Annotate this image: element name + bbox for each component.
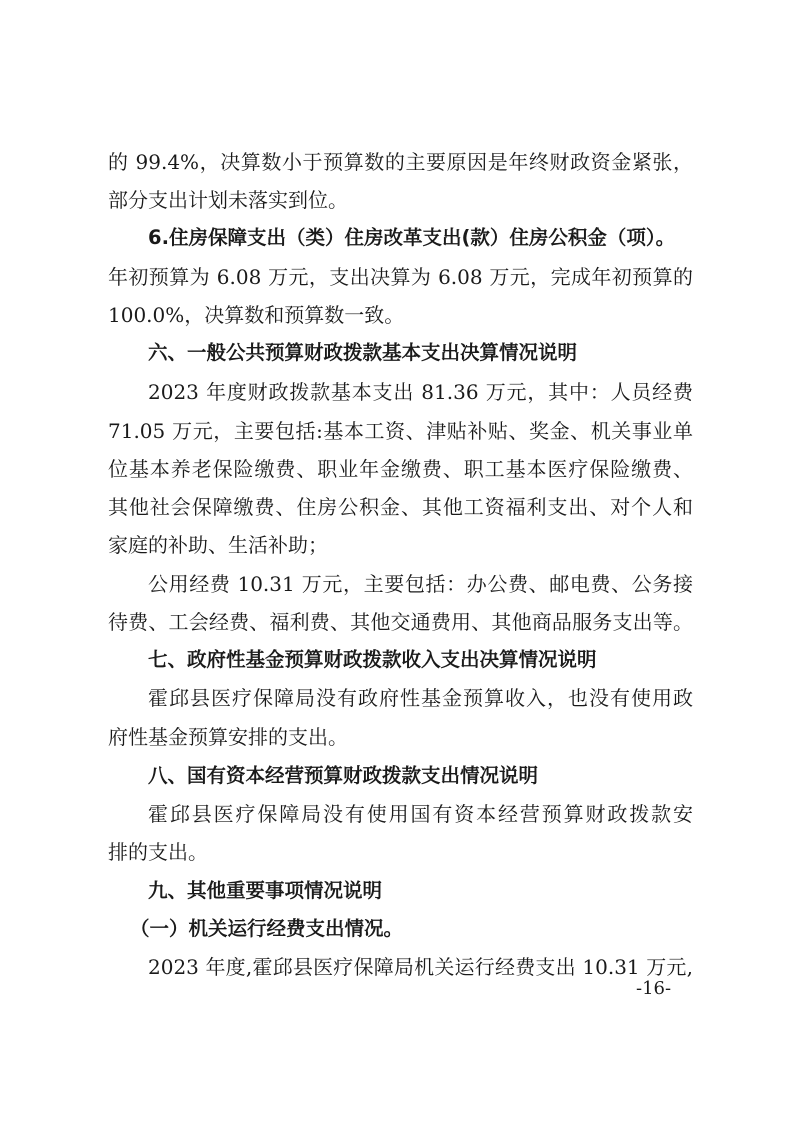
page-number: -16- [636,978,672,999]
body-text-line: 其他社会保障缴费、住房公积金、其他工资福利支出、对个人和 [108,495,693,519]
body-text-line: 部分支出计划未落实到位。 [108,188,348,212]
body-text-line: 年初预算为 6.08 万元，支出决算为 6.08 万元，完成年初预算的 [108,265,693,289]
body-text-line: 的 99.4%，决算数小于预算数的主要原因是年终财政资金紧张， [108,150,693,174]
body-text-line: 府性基金预算安排的支出。 [108,725,348,749]
subsection-heading: （一）机关运行经费支出情况。 [130,917,404,940]
section-heading-6: 六、一般公共预算财政拨款基本支出决算情况说明 [148,341,578,364]
body-text-line: 霍邱县医疗保障局没有使用国有资本经营预算财政拨款安 [148,802,693,826]
body-text-line: 71.05 万元，主要包括:基本工资、津贴补贴、奖金、机关事业单 [108,419,693,443]
body-text-line: 2023 年度财政拨款基本支出 81.36 万元，其中：人员经费 [148,380,693,404]
body-text-line: 公用经费 10.31 万元，主要包括：办公费、邮电费、公务接 [148,572,693,596]
body-text-line: 霍邱县医疗保障局没有政府性基金预算收入，也没有使用政 [148,686,693,710]
item-heading: 6.住房保障支出（类）住房改革支出(款）住房公积金（项）。 [148,226,676,249]
section-heading-9: 九、其他重要事项情况说明 [148,879,383,902]
body-text-line: 位基本养老保险缴费、职业年金缴费、职工基本医疗保险缴费、 [108,457,693,481]
body-text-line: 家庭的补助、生活补助； [108,533,328,557]
section-heading-8: 八、国有资本经营预算财政拨款支出情况说明 [148,764,539,787]
section-heading-7: 七、政府性基金预算财政拨款收入支出决算情况说明 [148,648,597,671]
body-text-line: 100.0%，决算数和预算数一致。 [108,303,405,327]
body-text-line: 待费、工会经费、福利费、其他交通费用、其他商品服务支出等。 [108,610,693,634]
body-text-line: 2023 年度,霍邱县医疗保障局机关运行经费支出 10.31 万元, [148,955,693,979]
body-text-line: 排的支出。 [108,840,208,864]
